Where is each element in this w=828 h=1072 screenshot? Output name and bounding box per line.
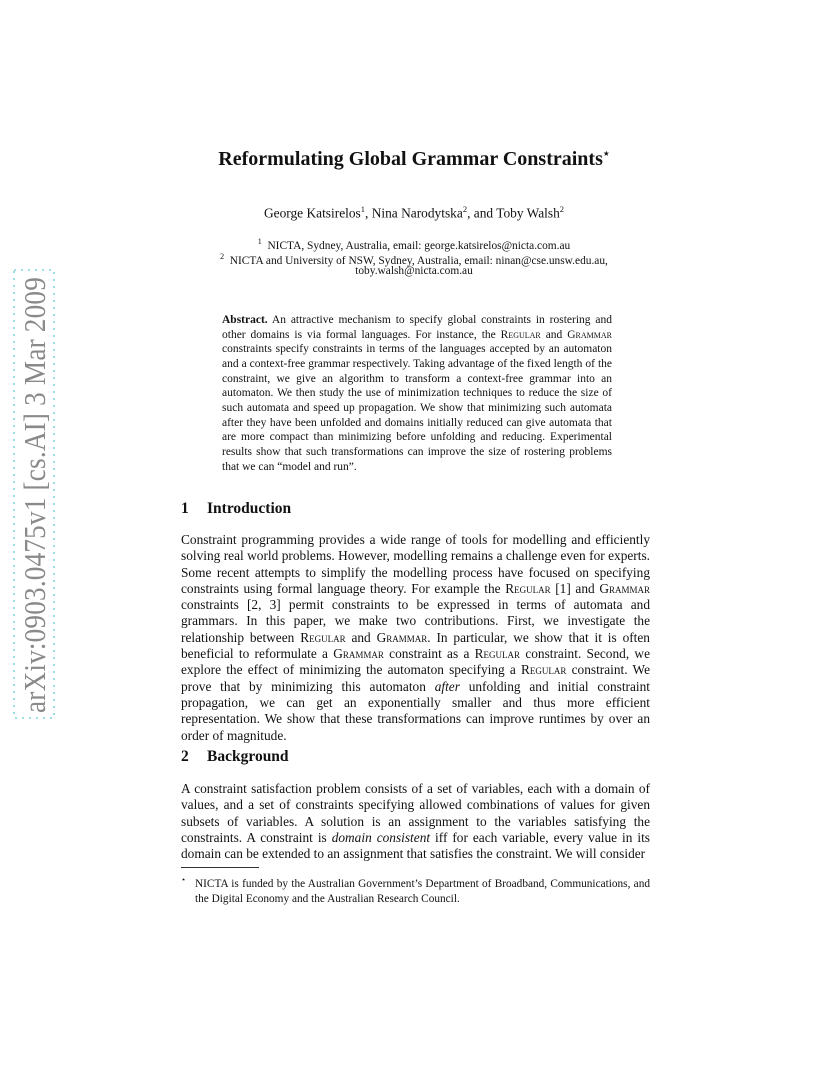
author-katsirelos-affil: 1 — [360, 204, 366, 214]
author-narodytska: Nina Narodytska — [371, 205, 463, 221]
abstract — [222, 313, 612, 474]
author-katsirelos: George Katsirelos — [263, 205, 361, 221]
affiliation-1-number: 1 — [257, 237, 262, 246]
abstract-text: and — [540, 328, 568, 341]
author-list — [0, 204, 828, 221]
body-text: A constraint satisfaction problem consists of a set of variables, each with a domain of values, and a set of constraints specifying allowed combinations of values for given subsets of variables. A solution is an assignment to the variables satisfying the constraints. A constraint is — [181, 781, 650, 845]
author-walsh: Toby Walsh — [496, 205, 560, 221]
abstract-text: constraints specify constraints in terms of the languages accepted by an automaton and a context-free grammar respectively. Taking advantage of the fixed length of the constraint, we give an algorithm to transform a context-free grammar into an automaton. We then study the use of minimization techniques to reduce the size of such automata and speed up propagation. We show that minimizing such automata after they have been unfolded and domains initially reduced can give automata that are more compact than minimizing before unfolding and reducing. Experimental results show that such transformations can improve the size of rostering problems that we can “model and run”. — [222, 343, 612, 473]
author-walsh-affil: 2 — [559, 204, 565, 214]
affiliation-2-number: 2 — [220, 252, 225, 261]
section-title: Background — [207, 748, 289, 765]
regular-term: Regular — [505, 580, 551, 596]
grammar-term: Grammar — [567, 328, 612, 341]
author-separator: , and — [467, 205, 497, 221]
body-text: Constraint programming provides a wide range of tools for modelling and efficiently solving real world problems. However, modelling remains a challenge even for experts. Some recent attempts to simplify the modelling process have focused on specifying constraints using formal language theory. For example the — [181, 532, 650, 596]
body-text: . In particular, we show that it is often beneficial to reformulate a — [181, 629, 650, 662]
body-text: constraint as a — [383, 646, 475, 662]
footnote-rule — [181, 867, 259, 868]
body-text: and — [345, 629, 377, 645]
author-separator: , — [365, 205, 372, 221]
grammar-term: Grammar — [599, 580, 650, 596]
arxiv-stamp-frame — [14, 216, 54, 718]
title-footnote-mark: ⋆ — [602, 148, 610, 160]
abstract-text: An attractive mechanism to specify global constraints in rostering and other domains is via formal languages. For instance, the — [222, 314, 612, 341]
regular-term: Regular — [474, 646, 521, 662]
introduction-paragraph — [181, 532, 650, 744]
body-text: [1] and — [550, 580, 600, 596]
footnote-text: NICTA is funded by the Australian Government’s Department of Broadband, Communications, and the Digital Economy and the Australian Research Council. — [195, 877, 650, 905]
regular-term: Regular — [521, 662, 567, 678]
affiliation-2-email: toby.walsh@nicta.com.au — [355, 265, 473, 277]
author-narodytska-affil: 2 — [462, 204, 468, 214]
regular-term: Regular — [300, 629, 346, 645]
arxiv-stamp-text: arXiv:0903.0475v1 [cs.AI] 3 Mar 2009 — [17, 216, 52, 713]
emphasis-domain-consistent: domain consistent — [331, 829, 431, 845]
background-paragraph — [181, 781, 650, 862]
body-text: iff for each variable, every value in its domain can be extended to an assignment that satisfies the constraint. We will consider — [181, 829, 650, 862]
footnote-mark: ⋆ — [181, 875, 187, 884]
section-title: Introduction — [207, 500, 292, 517]
paper-title — [0, 148, 828, 171]
section-number: 1 — [181, 500, 189, 517]
body-text: unfolding and initial constraint propagation, we can get an exponentially smaller and thus more efficient representation. We show that these transformations can improve runtimes by over an order of magnitude. — [181, 678, 651, 743]
grammar-term: Grammar — [376, 629, 428, 645]
paper-title-text: Reformulating Global Grammar Constraints — [218, 148, 603, 170]
affiliation-2-continued — [0, 264, 828, 279]
body-text: constraint. Second, we explore the effect of minimizing the automaton specifying a — [181, 646, 650, 678]
regular-term: Regular — [500, 328, 541, 341]
abstract-label: Abstract. — [222, 314, 268, 326]
section-number: 2 — [181, 748, 189, 765]
grammar-term: Grammar — [333, 646, 384, 662]
section-heading-introduction — [181, 500, 291, 518]
affiliation-1-text: NICTA, Sydney, Australia, email: george.katsirelos@nicta.com.au — [267, 239, 571, 252]
emphasis-after: after — [434, 678, 460, 694]
footnote — [181, 872, 650, 907]
body-text: constraint. We prove that by minimizing this automaton — [181, 662, 651, 694]
affiliation-2-text: NICTA and University of NSW, Sydney, Australia, email: ninan@cse.unsw.edu.au, — [229, 254, 608, 267]
body-text: constraints [2, 3] permit constraints to be expressed in terms of automata and grammars. In this paper, we make two contributions. First, we investigate the relationship between — [181, 597, 650, 645]
section-heading-background — [181, 748, 289, 766]
